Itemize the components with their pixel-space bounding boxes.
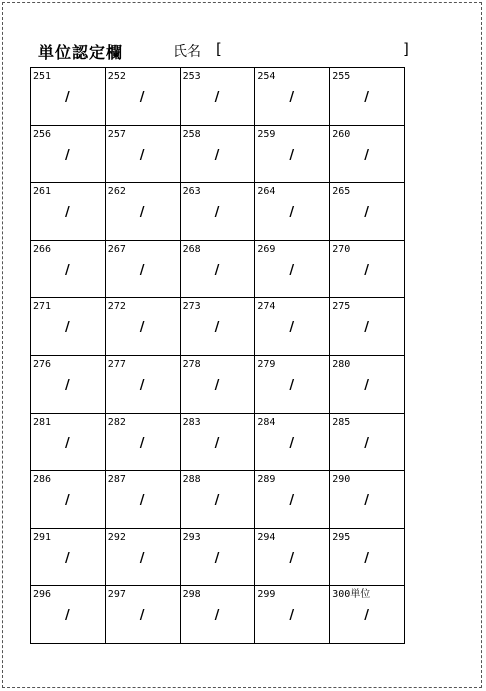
credit-cell-date-slash: / (364, 262, 369, 278)
header (38, 40, 418, 64)
credit-cell-date-slash: / (65, 90, 70, 105)
credit-cell-date-slash: / (214, 608, 220, 624)
credit-cell (181, 471, 256, 529)
credit-cell (255, 529, 330, 587)
credit-cell-number: 254 (257, 71, 276, 82)
credit-cell-date-slash: / (214, 550, 220, 566)
credit-cell (255, 241, 330, 299)
credit-cell-number: 294 (257, 531, 276, 543)
credit-cell-number: 258 (182, 128, 201, 140)
credit-cell-number: 293 (182, 531, 201, 543)
credit-cell-number: 259 (257, 128, 276, 140)
credit-cell-number: 275 (332, 301, 351, 313)
credit-cell (31, 183, 106, 241)
credit-cell-number: 267 (107, 243, 126, 255)
credit-cell-date-slash: / (214, 493, 220, 509)
credit-cell-number: 287 (107, 474, 126, 486)
credit-cell (255, 68, 330, 126)
credit-cell-date-slash: / (289, 205, 295, 221)
credit-cell-number: 257 (107, 128, 126, 140)
credit-cell-date-slash: / (289, 550, 295, 566)
credit-cell-date-slash: / (364, 493, 369, 509)
credit-cell-date-slash: / (364, 147, 369, 163)
credit-cell-number: 297 (107, 589, 126, 601)
credit-cell-date-slash: / (364, 608, 369, 624)
credit-cell-number: 300単位 (332, 589, 371, 601)
credit-cell-number: 273 (182, 301, 201, 313)
credit-cell-date-slash: / (214, 435, 220, 451)
credit-cell-date-slash: / (65, 550, 70, 566)
credit-cell-number: 272 (107, 301, 126, 313)
credit-cell-number: 266 (33, 243, 52, 255)
credit-cell-number: 284 (257, 416, 276, 428)
credit-cell-number: 281 (33, 416, 52, 428)
credit-cell-number: 289 (257, 474, 276, 486)
credit-cell-number: 282 (107, 416, 126, 428)
credit-cell-number: 263 (182, 186, 201, 198)
credit-cell-date-slash: / (65, 320, 70, 336)
credit-cell (330, 126, 405, 184)
credit-cell-number: 252 (107, 71, 126, 82)
credit-cell (31, 298, 106, 356)
credit-cell-number: 276 (33, 358, 52, 370)
credit-cell (31, 414, 106, 472)
credit-cell-number: 290 (332, 474, 351, 486)
credit-cell (181, 356, 256, 414)
credit-cell-number: 268 (182, 243, 201, 255)
credit-cell-number: 269 (257, 243, 276, 255)
credit-cell-number: 278 (182, 358, 201, 370)
credit-cell-number: 264 (257, 186, 276, 198)
credit-cell (106, 529, 181, 587)
credit-cell-date-slash: / (65, 608, 70, 624)
credit-cell (255, 298, 330, 356)
credit-cell-date-slash: / (139, 608, 145, 624)
credit-cell (181, 298, 256, 356)
credit-cell (255, 586, 330, 644)
credit-cell (31, 241, 106, 299)
credit-cell (255, 471, 330, 529)
credit-cell (181, 241, 256, 299)
credit-cell (106, 241, 181, 299)
credit-cell-date-slash: / (139, 493, 145, 509)
credit-cell-date-slash: / (364, 435, 369, 451)
credit-cell-number: 291 (33, 531, 52, 543)
credit-cell (106, 298, 181, 356)
credit-cell (330, 241, 405, 299)
credit-cell-number: 298 (182, 589, 201, 601)
credit-cell (106, 68, 181, 126)
credit-cell-date-slash: / (364, 320, 369, 336)
credit-cell-date-slash: / (139, 262, 145, 278)
credit-cell (255, 183, 330, 241)
name-bracket-close: ] (403, 40, 409, 58)
credit-cell-number: 270 (332, 243, 351, 255)
credit-cell (330, 183, 405, 241)
credit-cell-number: 292 (107, 531, 126, 543)
credit-cell-number: 295 (332, 531, 351, 543)
name-bracket-open: [ (216, 40, 222, 58)
credit-cell (181, 68, 256, 126)
credit-cell-number: 280 (332, 358, 351, 370)
credit-cell (31, 68, 106, 126)
credit-cell (31, 471, 106, 529)
credit-cell-date-slash: / (364, 377, 369, 393)
credit-cell-date-slash: / (65, 205, 70, 221)
credit-cell-date-slash: / (65, 377, 70, 393)
credit-cell (255, 356, 330, 414)
credit-cell-number: 251 (33, 71, 52, 82)
credit-cell-number: 256 (33, 128, 52, 140)
credit-cell (330, 356, 405, 414)
credit-cell (106, 126, 181, 184)
credit-cell-number: 253 (182, 71, 201, 82)
credit-cell-number: 283 (182, 416, 201, 428)
credit-cell-number: 265 (332, 186, 351, 198)
credit-cell (31, 126, 106, 184)
credit-cell-date-slash: / (65, 262, 70, 278)
credit-cell (31, 586, 106, 644)
credit-cell-date-slash: / (289, 90, 295, 105)
credit-cell-number: 255 (332, 71, 351, 82)
credit-cell (106, 356, 181, 414)
credit-cell-date-slash: / (214, 147, 220, 163)
credit-cell-date-slash: / (214, 90, 220, 105)
credit-cell-number: 261 (33, 186, 52, 198)
credit-cell-date-slash: / (214, 377, 220, 393)
credit-cell-number: 279 (257, 358, 276, 370)
credit-cell-date-slash: / (65, 435, 70, 451)
name-label: 氏名 (173, 44, 201, 60)
credit-cell-date-slash: / (139, 147, 145, 163)
credit-cell-date-slash: / (139, 90, 145, 105)
credit-cell-date-slash: / (289, 377, 295, 393)
credit-cell (255, 126, 330, 184)
credit-cell (106, 183, 181, 241)
credit-cell-number: 262 (107, 186, 126, 198)
credit-cell-date-slash: / (289, 493, 295, 509)
credit-cell-number: 299 (257, 589, 276, 601)
credit-grid (30, 67, 405, 644)
credit-cell-number: 288 (182, 474, 201, 486)
credit-cell-date-slash: / (65, 147, 70, 163)
credit-cell-date-slash: / (364, 90, 369, 105)
credit-cell (330, 414, 405, 472)
credit-cell (181, 183, 256, 241)
credit-cell (181, 586, 256, 644)
credit-cell-date-slash: / (139, 320, 145, 336)
credit-cell-number: 260 (332, 128, 351, 140)
credit-cell (255, 414, 330, 472)
credit-cell-date-slash: / (364, 550, 369, 566)
credit-cell-date-slash: / (289, 147, 295, 163)
credit-cell-number: 285 (332, 416, 351, 428)
credit-cell-number: 274 (257, 301, 276, 313)
credit-cell (31, 529, 106, 587)
credit-cell (106, 586, 181, 644)
credit-cell-date-slash: / (214, 262, 220, 278)
credit-cell-date-slash: / (364, 205, 369, 221)
credit-cell (330, 471, 405, 529)
credit-cell-number: 271 (33, 301, 52, 313)
credit-cell (106, 471, 181, 529)
credit-cell-date-slash: / (214, 320, 220, 336)
credit-cell-number: 286 (33, 474, 52, 486)
page-title: 単位認定欄 (38, 43, 124, 62)
credit-cell (31, 356, 106, 414)
credit-cell-date-slash: / (289, 435, 295, 451)
credit-cell (181, 126, 256, 184)
credit-cell-date-slash: / (65, 493, 70, 509)
credit-cell-date-slash: / (289, 608, 295, 624)
credit-cell (330, 529, 405, 587)
credit-cell-date-slash: / (289, 262, 295, 278)
credit-cell (181, 529, 256, 587)
credit-cell-date-slash: / (139, 377, 145, 393)
credit-cell (330, 298, 405, 356)
credit-cell-date-slash: / (289, 320, 295, 336)
credit-cell-date-slash: / (139, 435, 145, 451)
credit-cell (330, 586, 405, 644)
credit-cell-date-slash: / (214, 205, 220, 221)
credit-cell-date-slash: / (139, 205, 145, 221)
credit-cell-number: 277 (107, 358, 126, 370)
credit-cell (330, 68, 405, 126)
credit-cell-number: 296 (33, 589, 52, 601)
credit-cell (181, 414, 256, 472)
credit-cell (106, 414, 181, 472)
credit-cell-date-slash: / (139, 550, 145, 566)
